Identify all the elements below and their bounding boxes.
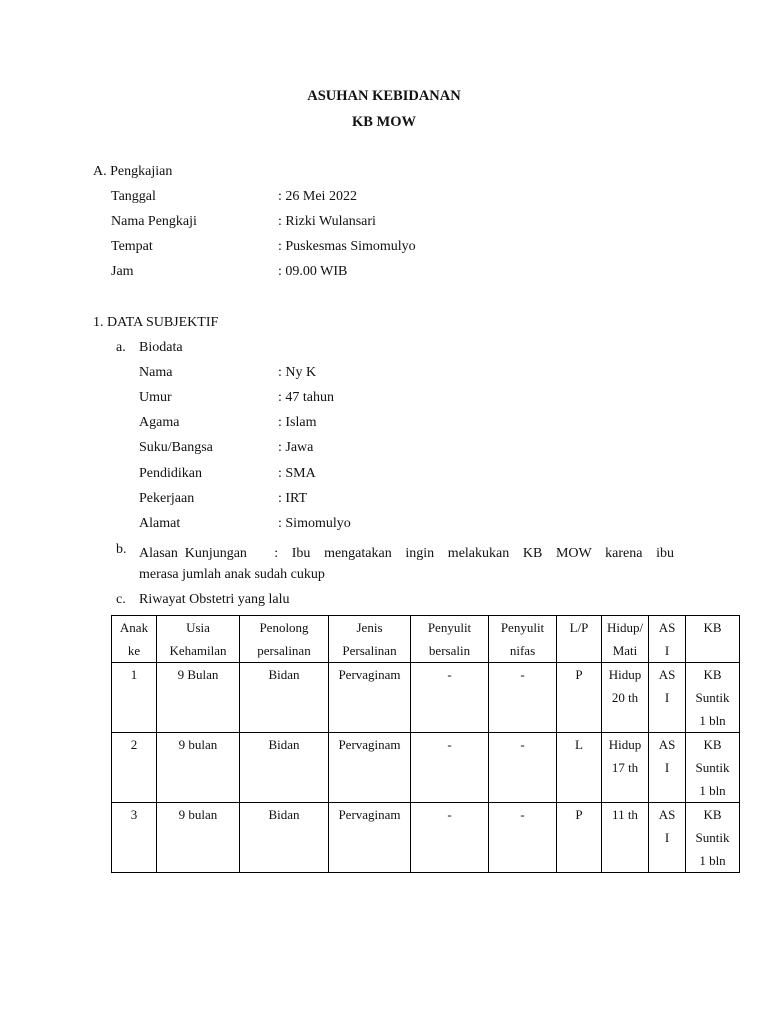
cell-line: L/P <box>569 620 589 635</box>
biodata-label-umur: Umur <box>139 390 172 405</box>
cell-penyulit-bersalin <box>411 733 489 803</box>
cell-line: Bidan <box>268 737 300 752</box>
cell-line: I <box>664 690 670 705</box>
alasan-kunjungan-line1: Alasan Kunjungan : Ibu mengatakan ingin melakukan KB MOW karena ibu <box>139 546 674 561</box>
cell-line: AS <box>658 737 676 752</box>
biodata-label-nama: Nama <box>139 365 173 380</box>
header-penyulit-bersalin <box>411 616 489 663</box>
cell-line: bersalin <box>428 643 471 658</box>
cell-line: AS <box>658 807 676 822</box>
cell-line: 2 <box>130 737 138 752</box>
cell-line: Penyulit <box>427 620 472 635</box>
field-label-jam: Jam <box>111 264 134 279</box>
biodata-marker: a. <box>116 340 126 355</box>
header-hidup-mati <box>602 616 649 663</box>
riwayat-marker: c. <box>116 592 126 607</box>
cell-line: 17 th <box>611 760 639 775</box>
cell-penyulit-bersalin <box>411 663 489 733</box>
field-value-tanggal: : 26 Mei 2022 <box>278 189 357 204</box>
riwayat-heading: Riwayat Obstetri yang lalu <box>139 592 290 607</box>
cell-line: KB <box>703 737 722 752</box>
cell-line: P <box>575 667 583 682</box>
field-value-nama-pengkaji: : Rizki Wulansari <box>278 214 376 229</box>
cell-line: Suntik <box>695 760 730 775</box>
cell-penolong-persalinan <box>240 733 329 803</box>
cell-line: Suntik <box>695 690 730 705</box>
cell-line: 1 <box>130 667 138 682</box>
document-title: ASUHAN KEBIDANAN <box>307 88 461 104</box>
cell-usia-kehamilan <box>157 733 240 803</box>
cell-line: I <box>664 643 670 658</box>
cell-line: 11 th <box>612 807 638 822</box>
cell-lp <box>557 803 602 873</box>
cell-line: 9 bulan <box>178 807 218 822</box>
cell-line: Hidup <box>608 737 642 752</box>
cell-penolong-persalinan <box>240 663 329 733</box>
cell-line: - <box>447 807 452 822</box>
cell-line: ke <box>127 643 141 658</box>
cell-line: Jenis <box>356 620 383 635</box>
cell-line: AS <box>658 667 676 682</box>
cell-line: - <box>520 667 525 682</box>
cell-line: AS <box>658 620 676 635</box>
table-row <box>112 733 740 803</box>
cell-penyulit-nifas <box>489 733 557 803</box>
biodata-value-agama: : Islam <box>278 415 317 430</box>
cell-kb <box>686 803 740 873</box>
cell-line: Kehamilan <box>169 643 227 658</box>
header-usia-kehamilan <box>157 616 240 663</box>
biodata-label-suku: Suku/Bangsa <box>139 440 213 455</box>
cell-penyulit-nifas <box>489 803 557 873</box>
header-lp <box>557 616 602 663</box>
cell-line: Pervaginam <box>338 667 401 682</box>
biodata-label-pekerjaan: Pekerjaan <box>139 491 195 506</box>
alasan-kunjungan-line2: merasa jumlah anak sudah cukup <box>139 567 325 582</box>
cell-lp <box>557 733 602 803</box>
cell-penyulit-nifas <box>489 663 557 733</box>
cell-line <box>688 639 737 662</box>
cell-hidup-mati <box>602 733 649 803</box>
biodata-value-pendidikan: : SMA <box>278 466 316 481</box>
cell-line: Suntik <box>695 830 730 845</box>
biodata-value-suku: : Jawa <box>278 440 314 455</box>
cell-jenis-persalinan <box>329 733 411 803</box>
header-asi <box>649 616 686 663</box>
cell-anak-ke <box>112 733 157 803</box>
field-label-tempat: Tempat <box>111 239 153 254</box>
cell-hidup-mati <box>602 803 649 873</box>
cell-line: 20 th <box>611 690 639 705</box>
cell-line: 9 bulan <box>178 737 218 752</box>
field-label-nama-pengkaji: Nama Pengkaji <box>111 214 197 229</box>
cell-line: I <box>664 760 670 775</box>
table-row <box>112 803 740 873</box>
cell-anak-ke <box>112 663 157 733</box>
biodata-label-pendidikan: Pendidikan <box>139 466 202 481</box>
section-a-heading: A. Pengkajian <box>93 164 173 179</box>
cell-line: persalinan <box>257 643 311 658</box>
cell-line: Bidan <box>268 807 300 822</box>
cell-line: 1 bln <box>699 853 726 868</box>
cell-line: Penyulit <box>500 620 545 635</box>
cell-line: Persalinan <box>342 643 397 658</box>
section-1-heading: 1. DATA SUBJEKTIF <box>93 315 219 330</box>
cell-jenis-persalinan <box>329 663 411 733</box>
field-label-tanggal: Tanggal <box>111 189 156 204</box>
biodata-value-nama: : Ny K <box>278 365 317 380</box>
cell-line: 3 <box>130 807 138 822</box>
cell-line: KB <box>703 807 722 822</box>
cell-anak-ke <box>112 803 157 873</box>
header-penolong-persalinan <box>240 616 329 663</box>
cell-line: nifas <box>509 643 536 658</box>
cell-line: KB <box>703 667 722 682</box>
table-row <box>112 663 740 733</box>
cell-line: - <box>447 667 452 682</box>
cell-line: 1 bln <box>699 713 726 728</box>
alasan-marker: b. <box>116 542 127 557</box>
cell-line: - <box>520 737 525 752</box>
cell-line: 9 Bulan <box>177 667 219 682</box>
cell-asi <box>649 733 686 803</box>
document-subtitle: KB MOW <box>351 114 417 130</box>
cell-line: Mati <box>612 643 638 658</box>
biodata-value-alamat: : Simomulyo <box>278 516 351 531</box>
cell-asi <box>649 803 686 873</box>
cell-line: KB <box>703 620 722 635</box>
cell-usia-kehamilan <box>157 663 240 733</box>
table-header-row <box>112 616 740 663</box>
field-value-jam: : 09.00 WIB <box>278 264 348 279</box>
cell-line: Anak <box>119 620 149 635</box>
cell-line: Pervaginam <box>338 807 401 822</box>
cell-jenis-persalinan <box>329 803 411 873</box>
field-value-tempat: : Puskesmas Simomulyo <box>278 239 416 254</box>
cell-penyulit-bersalin <box>411 803 489 873</box>
cell-kb <box>686 733 740 803</box>
cell-asi <box>649 663 686 733</box>
biodata-label-agama: Agama <box>139 415 180 430</box>
header-kb <box>686 616 740 663</box>
obstetric-history-table <box>111 615 740 873</box>
cell-penolong-persalinan <box>240 803 329 873</box>
biodata-value-umur: : 47 tahun <box>278 390 334 405</box>
cell-hidup-mati <box>602 663 649 733</box>
biodata-heading: Biodata <box>139 340 183 355</box>
cell-line: - <box>447 737 452 752</box>
biodata-label-alamat: Alamat <box>139 516 181 531</box>
cell-line: Hidup <box>608 667 642 682</box>
cell-kb <box>686 663 740 733</box>
cell-line: Penolong <box>259 620 309 635</box>
cell-line: I <box>664 830 670 845</box>
header-penyulit-nifas <box>489 616 557 663</box>
cell-line <box>559 639 599 662</box>
cell-line: Usia <box>186 620 210 635</box>
biodata-value-pekerjaan: : IRT <box>278 491 308 506</box>
header-anak-ke <box>112 616 157 663</box>
cell-lp <box>557 663 602 733</box>
cell-line: 1 bln <box>699 783 726 798</box>
cell-line: Bidan <box>268 667 300 682</box>
cell-line: P <box>575 807 583 822</box>
cell-line: Pervaginam <box>338 737 401 752</box>
cell-line: L <box>575 737 583 752</box>
header-jenis-persalinan <box>329 616 411 663</box>
cell-line: Hidup/ <box>606 620 644 635</box>
cell-line: - <box>520 807 525 822</box>
cell-usia-kehamilan <box>157 803 240 873</box>
